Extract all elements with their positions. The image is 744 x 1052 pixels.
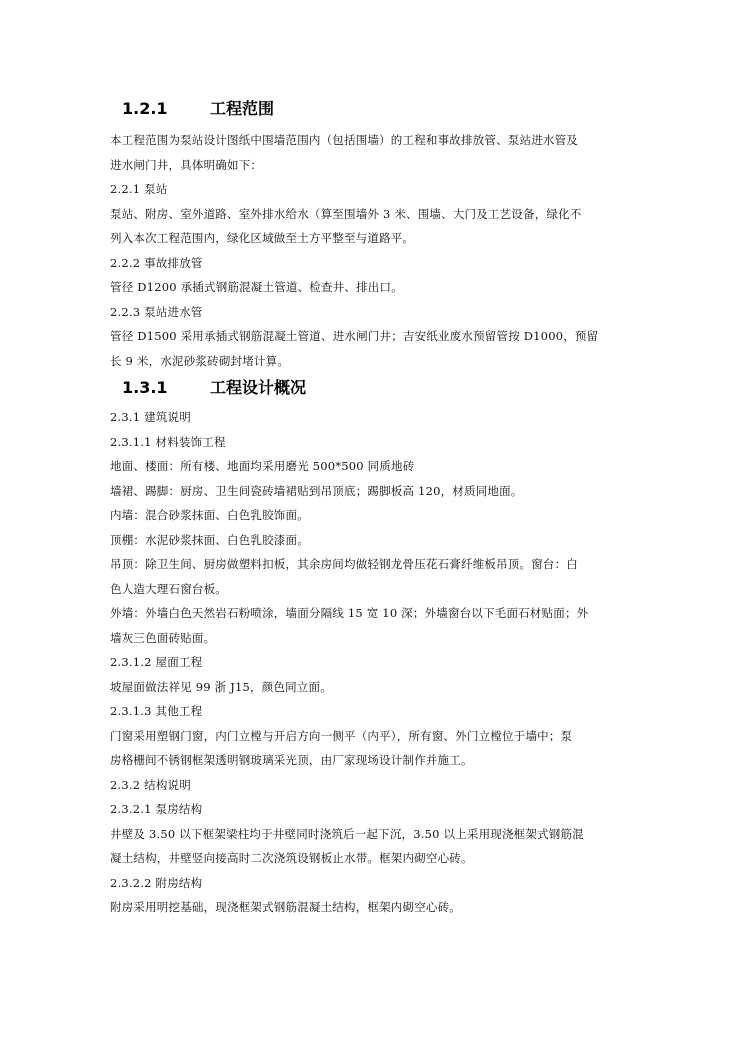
subheading-line: 2.3.1 建筑说明 <box>110 410 191 424</box>
section-body-scope <box>110 128 638 373</box>
section-title: 工程设计概况 <box>210 378 307 397</box>
paragraph-line: 管径 D1500 采用承插式钢筋混凝土管道、进水闸门井；吉安纸业废水预留管按 D1000，预留 <box>110 329 599 343</box>
subheading-line: 2.3.1.1 材料装饰工程 <box>110 434 226 449</box>
subheading-line: 2.3.1.3 其他工程 <box>110 704 203 718</box>
subheading-line: 2.3.1.2 屋面工程 <box>110 655 203 669</box>
section-number: 1.3.1 <box>122 378 168 397</box>
paragraph-line: 附房采用明挖基础，现浇框架式钢筋混凝土结构，框架内砌空心砖。 <box>110 900 461 914</box>
paragraph-line: 门窗采用塑钢门窗，内门立樘与开启方向一侧平（内平），所有窗、外门立樘位于墙中；泵 <box>110 728 573 743</box>
paragraph-line: 长 9 米，水泥砂浆砖砌封堵计算。 <box>110 353 290 368</box>
paragraph-line: 墙裙、踢脚：厨房、卫生间瓷砖墙裙贴到吊顶底；踢脚板高 120，材质同地面。 <box>110 483 523 498</box>
paragraph-line: 吊顶：除卫生间、厨房做塑料扣板，其余房间均做轻钢龙骨压花石膏纤维板吊顶。窗台：白 <box>110 557 578 571</box>
section-body-design-overview <box>110 405 638 920</box>
subheading-line: 2.3.2.1 泵房结构 <box>110 802 203 816</box>
paragraph-line: 墙灰三色面砖贴面。 <box>110 630 216 645</box>
section-title: 工程范围 <box>210 99 275 118</box>
section-number: 1.2.1 <box>122 99 168 118</box>
paragraph-line: 顶棚：水泥砂浆抹面、白色乳胶漆面。 <box>110 532 309 547</box>
paragraph-line: 进水闸门井，具体明确如下： <box>110 157 263 172</box>
subheading-line: 2.3.2 结构说明 <box>110 777 191 792</box>
paragraph-line: 地面、楼面：所有楼、地面均采用磨光 500*500 同质地砖 <box>110 459 415 473</box>
paragraph-line: 列入本次工程范围内，绿化区域做至土方平整至与道路平。 <box>110 231 415 245</box>
paragraph-line: 坡屋面做法祥见 99 浙 J15，颜色同立面。 <box>110 679 332 694</box>
paragraph-line: 管径 D1200 承插式钢筋混凝土管道、检查井、排出口。 <box>110 280 403 294</box>
subheading-line: 2.3.2.2 附房结构 <box>110 875 203 890</box>
subheading-line: 2.2.1 泵站 <box>110 182 168 196</box>
paragraph-line: 凝土结构，井壁竖向接高时二次浇筑设钢板止水带。框架内砌空心砖。 <box>110 851 473 865</box>
paragraph-line: 本工程范围为泵站设计图纸中围墙范围内（包括围墙）的工程和事故排放管、泵站进水管及 <box>110 133 578 147</box>
paragraph-line: 内墙：混合砂浆抹面、白色乳胶饰面。 <box>110 508 309 522</box>
subheading-line: 2.2.2 事故排放管 <box>110 255 203 270</box>
subheading-line: 2.2.3 泵站进水管 <box>110 304 203 319</box>
section-heading-design-overview <box>110 375 638 405</box>
paragraph-line: 泵站、附房、室外道路、室外排水给水（算至围墙外 3 米、围墙、大门及工艺设备，绿化不 <box>110 206 582 221</box>
paragraph-line: 井壁及 3.50 以下框架梁柱均于井壁同时浇筑后一起下沉，3.50 以上采用现浇框架式钢筋混 <box>110 826 584 841</box>
paragraph-line: 房格栅间不锈钢框架透明钢玻璃采光顶，由厂家现场设计制作并施工。 <box>110 753 473 767</box>
document-content <box>110 96 638 920</box>
paragraph-line: 外墙：外墙白色天然岩石粉喷涂，墙面分隔线 15 宽 10 深；外墙窗台以下毛面石材贴面；外 <box>110 606 589 620</box>
section-heading-scope <box>110 96 638 126</box>
paragraph-line: 色人造大理石窗台板。 <box>110 581 227 596</box>
